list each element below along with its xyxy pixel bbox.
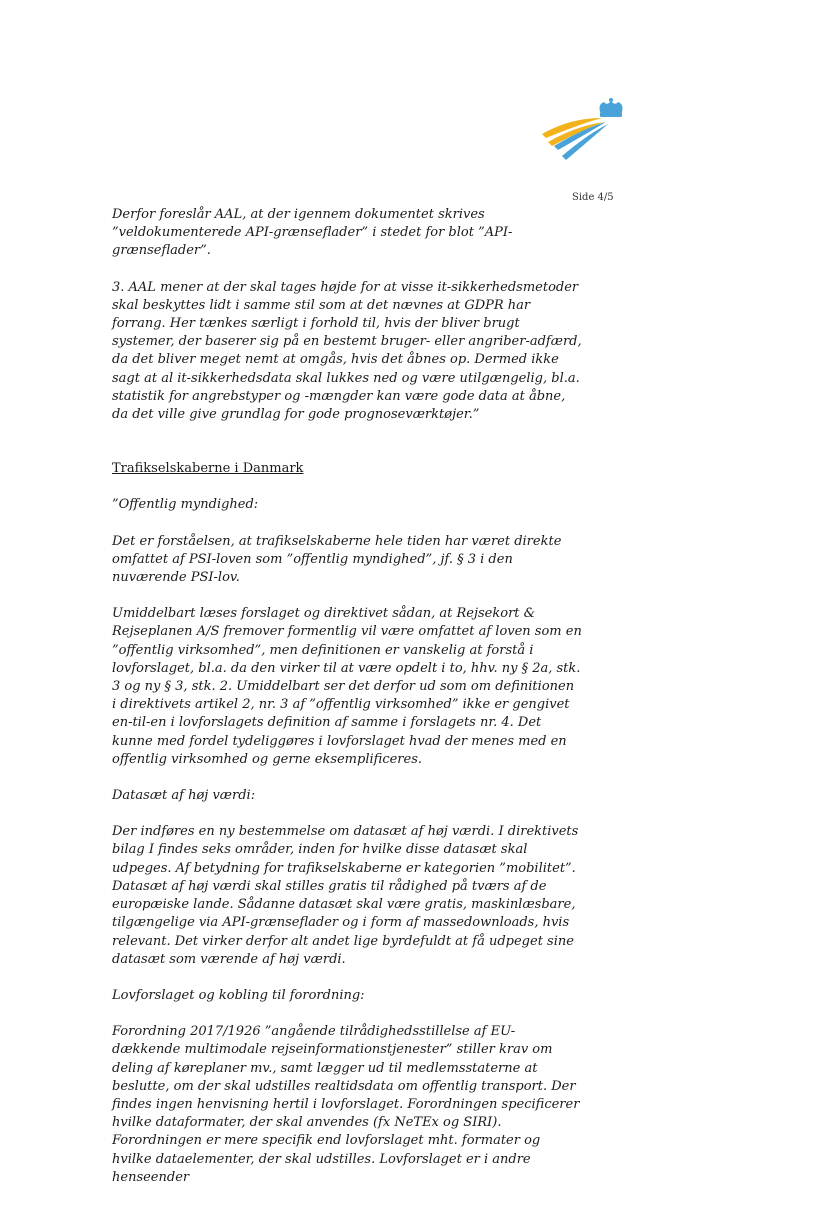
paragraph-security: 3. AAL mener at der skal tages højde for at visse it-sikkerhedsmetoder skal beskyttes lidt i samme stil som at det nævnes at GDPR har forrang. Her tænkes særligt i forhold til, hvis der bliver brugt systemer, der baserer sig på en bestemt bruger- eller angriber-adfærd, da det bliver meget nemt at omgås, hvis det åbnes op. Dermed ikke sagt at al it-sikkerhedsdata skal lukkes ned og være utilgængelig, bl.a. statistik for angrebstyper og -mængder kan være gode data at åbne, da det ville give grundlag for gode prognoseværktøjer.”: [112, 279, 582, 423]
subheading-forordning: Lovforslaget og kobling til forordning:: [112, 987, 365, 1003]
section-heading-trafikselskaber: Trafikselskaberne i Danmark: [112, 461, 304, 477]
paragraph-high-value-datasets: Der indføres en ny bestemmelse om datasæt af høj værdi. I direktivets bilag I findes seks områder, inden for hvilke disse datasæt skal udpeges. Af betydning for trafikselskaberne er kategorien ”mobilitet”. Datasæt af høj værdi skal stilles gratis til rådighed på tværs af de europæiske lande. Sådanne datasæt skal være gratis, maskinlæsbare, tilgængelige via API-grænseflader og i form af massedownloads, hvis relevant. Det virker derfor alt andet lige byrdefuldt at få udpeget sine datasæt som værende af høj værdi.: [112, 824, 579, 967]
document-body: [112, 206, 582, 1205]
paragraph-regulation: Forordning 2017/1926 ”angående tilrådighedsstillelse af EU-dækkende multimodale rejseinformationstjenester” stiller krav om deling af køreplaner mv., samt lægger ud til medlemsstaterne at beslutte, om der skal udstilles realtidsdata om offentlig transport. Der findes ingen henvisning hertil i lovforslaget. Forordningen specificerer hvilke dataformater, der skal anvendes (fx NeTEx og SIRI). Forordningen er mere specifik end lovforslaget mht. formater og hvilke dataelementer, der skal udstilles. Lovforslaget er i andre henseender: [112, 1024, 580, 1185]
paragraph-rejsekort: Umiddelbart læses forslaget og direktivet sådan, at Rejsekort & Rejseplanen A/S fremover formentlig vil være omfattet af loven som en ”offentlig virksomhed”, men definitionen er vanskelig at forstå i lovforslaget, bl.a. da den virker til at være opdelt i to, hhv. ny § 2a, stk. 3 og ny § 3, stk. 2. Umiddelbart ser det derfor ud som om definitionen i direktivets artikel 2, nr. 3 af ”offentlig virksomhed” ikke er gengivet en-til-en i lovforslagets definition af samme i forslagets nr. 4. Det kunne med fordel tydeliggøres i lovforslaget hvad der menes med en offentlig virksomhed og gerne eksemplificeres.: [112, 606, 582, 767]
subheading-offentlig-myndighed: ”Offentlig myndighed:: [112, 497, 259, 513]
crown-icon: [600, 98, 623, 117]
paragraph-api-proposal: Derfor foreslår AAL, at der igennem dokumentet skrives ”veldokumenterede API-grænseflader” i stedet for blot ”API-grænseflader”.: [112, 207, 513, 259]
paragraph-psi-law: Det er forståelsen, at trafikselskaberne hele tiden har været direkte omfattet af PSI-loven som ”offentlig myndighed”, jf. § 3 i den nuværende PSI-lov.: [112, 533, 562, 586]
subheading-datasaet: Datasæt af høj værdi:: [112, 788, 256, 804]
page-number: Side 4/5: [572, 192, 614, 203]
crown-swoosh-logo-icon: [540, 98, 630, 160]
